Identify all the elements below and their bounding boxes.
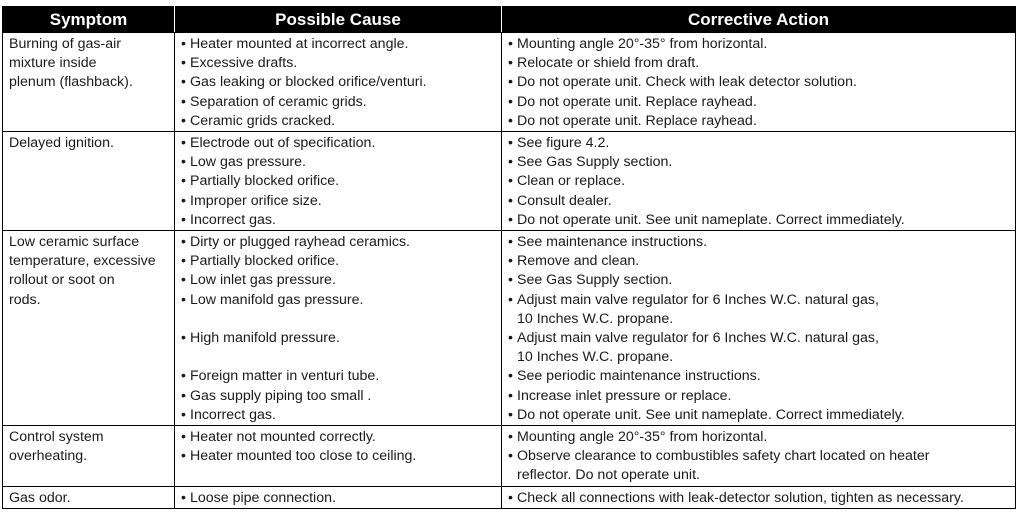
cause-item <box>181 348 495 367</box>
action-item: • Adjust main valve regulator for 6 Inches W.C. natural gas, 10 Inches W.C. propane. <box>508 329 1009 367</box>
bullet-icon: • <box>508 448 513 465</box>
cause-item: • Foreign matter in venturi tube. <box>181 367 495 386</box>
action-item: • Observe clearance to combustibles safety chart located on heater reflector. Do not operate unit. <box>508 447 1009 485</box>
symptom-cell <box>3 231 175 426</box>
bullet-icon: • <box>508 112 513 129</box>
bullet-icon: • <box>508 154 513 171</box>
bullet-icon: • <box>508 253 513 270</box>
bullet-icon: • <box>181 448 186 465</box>
table-row <box>3 486 1016 508</box>
cause-item: • Incorrect gas. <box>181 406 495 425</box>
troubleshooting-table-wrapper <box>2 6 1016 509</box>
bullet-icon: • <box>181 36 186 52</box>
action-item: • See Gas Supply section. <box>508 153 1009 172</box>
symptom-text: rollout or soot on <box>9 272 115 289</box>
header-symptom: Symptom <box>3 7 175 33</box>
bullet-icon: • <box>181 135 186 152</box>
cause-item: • Heater not mounted correctly. <box>181 428 495 447</box>
bullet-icon: • <box>181 55 186 72</box>
cause-item <box>181 310 495 329</box>
symptom-text: Low ceramic surface <box>9 234 140 251</box>
cause-item: • Low gas pressure. <box>181 153 495 172</box>
cause-item: • Loose pipe connection. <box>181 489 495 508</box>
symptom-text: Gas odor. <box>9 489 71 506</box>
bullet-icon: • <box>508 135 513 152</box>
bullet-icon: • <box>181 74 186 91</box>
cause-item: • Partially blocked orifice. <box>181 172 495 191</box>
possible-cause-cell <box>175 132 502 231</box>
bullet-icon: • <box>181 489 186 506</box>
table-body <box>3 33 1016 509</box>
bullet-icon: • <box>508 211 513 228</box>
table-row <box>3 231 1016 426</box>
action-item: • Mounting angle 20°-35° from horizontal. <box>508 428 1009 447</box>
bullet-icon: • <box>508 93 513 110</box>
action-item: • Clean or replace. <box>508 172 1009 191</box>
bullet-icon: • <box>508 330 513 347</box>
cause-item: • Separation of ceramic grids. <box>181 93 495 112</box>
bullet-icon: • <box>181 234 186 251</box>
symptom-cell <box>3 132 175 231</box>
bullet-icon: • <box>181 211 186 228</box>
action-item: • Do not operate unit. Check with leak detector solution. <box>508 73 1009 92</box>
troubleshooting-table <box>2 6 1016 509</box>
bullet-icon: • <box>508 74 513 91</box>
possible-cause-cell <box>175 231 502 426</box>
table-row <box>3 33 1016 132</box>
cause-item: • Improper orifice size. <box>181 192 495 211</box>
cause-item: • Gas supply piping too small . <box>181 387 495 406</box>
bullet-icon: • <box>181 291 186 308</box>
table-row <box>3 132 1016 231</box>
action-item: • Do not operate unit. Replace rayhead. <box>508 112 1009 131</box>
possible-cause-cell <box>175 426 502 487</box>
symptom-text: Burning of gas-air <box>9 36 121 52</box>
cause-item: • Excessive drafts. <box>181 54 495 73</box>
cause-item: • Gas leaking or blocked orifice/venturi. <box>181 73 495 92</box>
symptom-text: plenum (flashback). <box>9 74 133 91</box>
cause-item: • Low manifold gas pressure. <box>181 291 495 310</box>
cause-item: • High manifold pressure. <box>181 329 495 348</box>
action-item: • Do not operate unit. Replace rayhead. <box>508 93 1009 112</box>
cause-item: • Heater mounted too close to ceiling. <box>181 447 495 466</box>
bullet-icon: • <box>508 489 513 506</box>
bullet-icon: • <box>508 291 513 308</box>
action-item: • Consult dealer. <box>508 192 1009 211</box>
symptom-text: rods. <box>9 291 41 308</box>
symptom-text: Control system <box>9 429 104 446</box>
symptom-cell <box>3 33 175 132</box>
action-item: • Increase inlet pressure or replace. <box>508 387 1009 406</box>
action-item: • Mounting angle 20°-35° from horizontal. <box>508 35 1009 54</box>
action-item: • Do not operate unit. See unit nameplate. Correct immediately. <box>508 406 1009 425</box>
bullet-icon: • <box>181 93 186 110</box>
cause-item: • Ceramic grids cracked. <box>181 112 495 131</box>
bullet-icon: • <box>181 330 186 347</box>
bullet-icon: • <box>508 55 513 72</box>
corrective-action-cell <box>502 132 1016 231</box>
bullet-icon: • <box>508 36 513 52</box>
symptom-cell <box>3 486 175 508</box>
bullet-icon: • <box>508 406 513 423</box>
bullet-icon: • <box>181 429 186 446</box>
bullet-icon: • <box>181 173 186 190</box>
header-possible-cause: Possible Cause <box>175 7 502 33</box>
bullet-icon: • <box>508 387 513 404</box>
cause-item: • Heater mounted at incorrect angle. <box>181 35 495 54</box>
action-item: • Check all connections with leak-detector solution, tighten as necessary. <box>508 489 1009 508</box>
bullet-icon: • <box>508 429 513 446</box>
action-item: • Do not operate unit. See unit nameplate. Correct immediately. <box>508 211 1009 230</box>
corrective-action-cell <box>502 33 1016 132</box>
action-item: • Adjust main valve regulator for 6 Inches W.C. natural gas, 10 Inches W.C. propane. <box>508 291 1009 329</box>
bullet-icon: • <box>508 192 513 209</box>
bullet-icon: • <box>508 272 513 289</box>
possible-cause-cell <box>175 486 502 508</box>
possible-cause-cell <box>175 33 502 132</box>
bullet-icon: • <box>181 406 186 423</box>
bullet-icon: • <box>508 173 513 190</box>
cause-item: • Partially blocked orifice. <box>181 252 495 271</box>
bullet-icon: • <box>181 272 186 289</box>
bullet-icon: • <box>181 368 186 385</box>
symptom-cell <box>3 426 175 487</box>
symptom-text: overheating. <box>9 448 88 465</box>
bullet-icon: • <box>181 154 186 171</box>
bullet-icon: • <box>508 234 513 251</box>
bullet-icon: • <box>181 253 186 270</box>
action-item: • See periodic maintenance instructions. <box>508 367 1009 386</box>
corrective-action-cell <box>502 486 1016 508</box>
symptom-text: mixture inside <box>9 55 97 72</box>
action-item: • See Gas Supply section. <box>508 271 1009 290</box>
bullet-icon: • <box>181 387 186 404</box>
action-item: • Relocate or shield from draft. <box>508 54 1009 73</box>
action-item: • See maintenance instructions. <box>508 233 1009 252</box>
action-item: • Remove and clean. <box>508 252 1009 271</box>
header-row <box>3 7 1016 33</box>
header-corrective-action: Corrective Action <box>502 7 1016 33</box>
action-item: • See figure 4.2. <box>508 134 1009 153</box>
cause-item: • Electrode out of specification. <box>181 134 495 153</box>
cause-item: • Incorrect gas. <box>181 211 495 230</box>
symptom-text: temperature, excessive <box>9 253 156 270</box>
cause-item: • Dirty or plugged rayhead ceramics. <box>181 233 495 252</box>
bullet-icon: • <box>508 368 513 385</box>
corrective-action-cell <box>502 426 1016 487</box>
corrective-action-cell <box>502 231 1016 426</box>
bullet-icon: • <box>181 112 186 129</box>
cause-item: • Low inlet gas pressure. <box>181 271 495 290</box>
bullet-icon: • <box>181 192 186 209</box>
table-row <box>3 426 1016 487</box>
symptom-text: Delayed ignition. <box>9 135 114 152</box>
